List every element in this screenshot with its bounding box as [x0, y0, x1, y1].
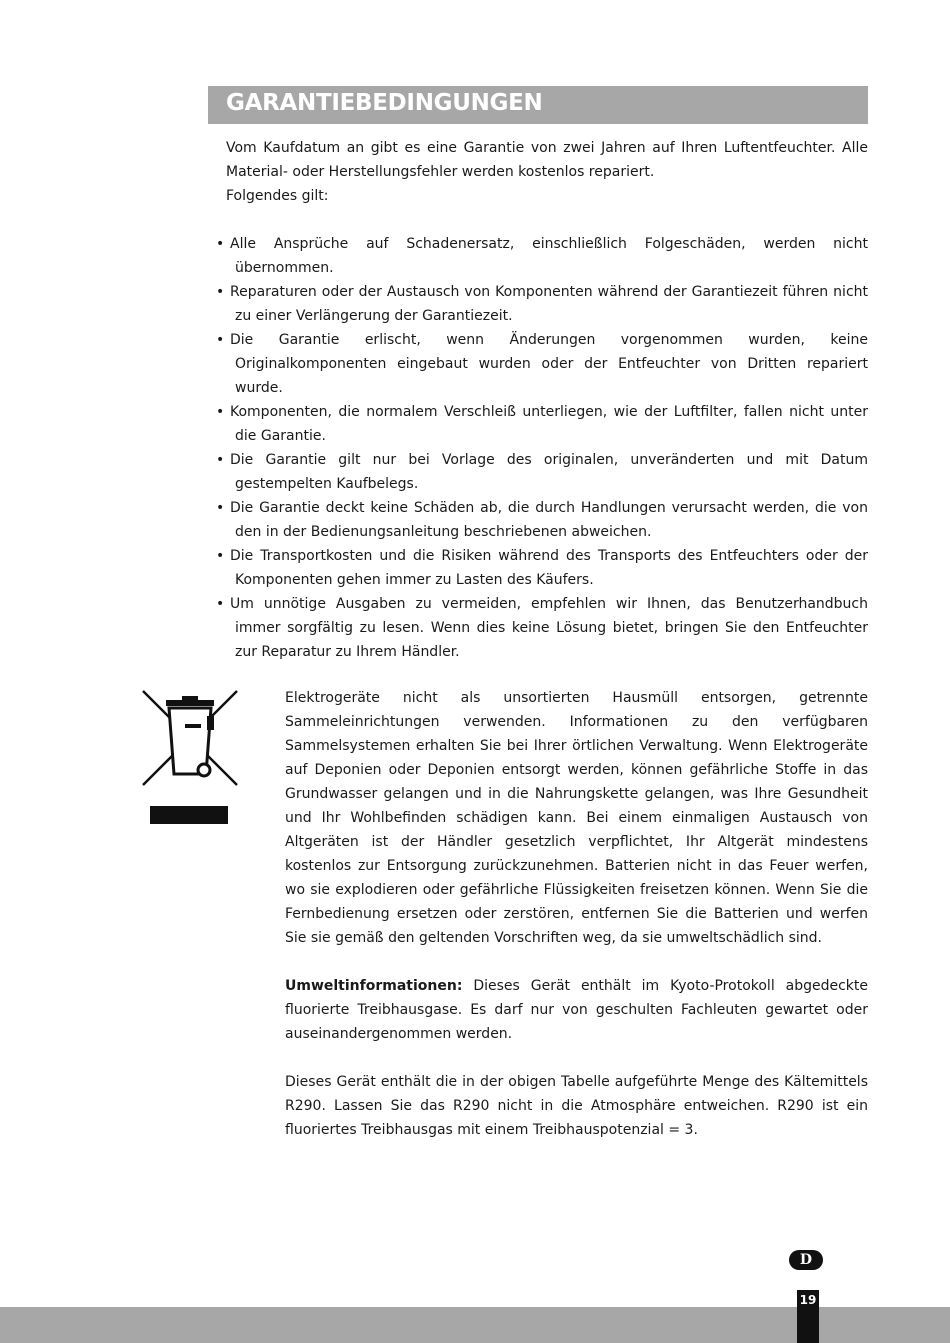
- list-item-text: Um unnötige Ausgaben zu vermeiden, empfehlen wir Ihnen, das Benutzerhandbuch immer sorgfältig zu lesen. Wenn dies keine Lösung bietet, bringen Sie den Entfeuchter zur Reparatur zu Ihrem Händler.: [230, 596, 868, 660]
- list-item: • Um unnötige Ausgaben zu vermeiden, empfehlen wir Ihnen, das Benutzerhandbuch immer sorgfältig zu lesen. Wenn dies keine Lösung bietet, bringen Sie den Entfeuchter zur Reparatur zu Ihrem Händler.: [216, 596, 868, 660]
- page-number: 19: [797, 1290, 819, 1343]
- list-item-text: Die Garantie deckt keine Schäden ab, die durch Handlungen verursacht werden, die von den in der Bedienungsanleitung beschriebenen abweichen.: [230, 500, 868, 540]
- language-badge: D: [789, 1250, 823, 1270]
- intro-text: Vom Kaufdatum an gibt es eine Garantie von zwei Jahren auf Ihren Luftentfeuchter. Alle Material- oder Herstellungsfehler werden kostenlos repariert.: [226, 140, 868, 180]
- intro-paragraph: [226, 136, 868, 208]
- intro-lead: Folgendes gilt:: [226, 188, 329, 204]
- list-item: • Alle Ansprüche auf Schadenersatz, einschließlich Folgeschäden, werden nicht übernommen.: [216, 236, 868, 276]
- list-item: • Die Transportkosten und die Risiken während des Transports des Entfeuchters oder der Komponenten gehen immer zu Lasten des Käufers.: [216, 548, 868, 588]
- refrigerant-paragraph: Dieses Gerät enthält die in der obigen Tabelle aufgeführte Menge des Kältemittels R290. Lassen Sie das R290 nicht in die Atmosphäre entweichen. R290 ist ein fluoriertes Treibhausgas mit einem Treibhauspotenzial = 3.: [285, 1074, 868, 1138]
- disposal-paragraph: Elektrogeräte nicht als unsortierten Hausmüll entsorgen, getrennte Sammeleinrichtungen verwenden. Informationen zu den verfügbaren Sammelsystemen erhalten Sie bei Ihrer örtlichen Verwaltung. Wenn Elektrogeräte auf Deponien oder Deponien entsorgt werden, können gefährliche Stoffe in das Grundwasser gelangen und in die Nahrungskette gelangen, was Ihre Gesundheit und Ihr Wohlbefinden schädigen kann. Bei einem einmaligen Austausch von Altgeräten ist der Händler gesetzlich verpflichtet, Ihr Altgerät mindestens kostenlos zur Entsorgung zurückzunehmen. Batterien nicht in das Feuer werfen, wo sie explodieren oder gefährliche Flüssigkeiten freisetzen können. Wenn Sie die Fernbedienung ersetzen oder zerstören, entfernen Sie die Batterien und werfen Sie sie gemäß den geltenden Vorschriften weg, da sie umweltschädlich sind.: [285, 690, 868, 946]
- list-item: • Komponenten, die normalem Verschleiß unterliegen, wie der Luftfilter, fallen nicht unter die Garantie.: [216, 404, 868, 444]
- list-item: • Die Garantie deckt keine Schäden ab, die durch Handlungen verursacht werden, die von den in der Bedienungsanleitung beschriebenen abweichen.: [216, 500, 868, 540]
- environment-info-label: Umweltinformationen:: [285, 978, 463, 994]
- section-title-bar: [208, 86, 868, 124]
- list-item: • Die Garantie gilt nur bei Vorlage des originalen, unveränderten und mit Datum gestempelten Kaufbelegs.: [216, 452, 868, 492]
- list-item: • Die Garantie erlischt, wenn Änderungen vorgenommen wurden, keine Originalkomponenten eingebaut wurden oder der Entfeuchter von Dritten repariert wurde.: [216, 332, 868, 396]
- environment-info-paragraph: [285, 974, 868, 1046]
- list-item: • Reparaturen oder der Austausch von Komponenten während der Garantiezeit führen nicht zu einer Verlängerung der Garantiezeit.: [216, 284, 868, 324]
- list-item-text: Alle Ansprüche auf Schadenersatz, einschließlich Folgeschäden, werden nicht übernommen.: [230, 236, 868, 276]
- warranty-conditions-list: [216, 232, 868, 664]
- list-item-text: Die Garantie gilt nur bei Vorlage des originalen, unveränderten und mit Datum gestempelten Kaufbelegs.: [230, 452, 868, 492]
- list-item-text: Komponenten, die normalem Verschleiß unterliegen, wie der Luftfilter, fallen nicht unter die Garantie.: [230, 404, 868, 444]
- environment-info-text: Dieses Gerät enthält im Kyoto-Protokoll abgedeckte fluorierte Treibhausgase. Es darf nur von geschulten Fachleuten gewartet oder auseinandergenommen werden.: [285, 978, 868, 1042]
- list-item-text: Die Garantie erlischt, wenn Änderungen vorgenommen wurden, keine Originalkomponenten eingebaut wurden oder der Entfeuchter von Dritten repariert wurde.: [230, 332, 868, 396]
- list-item-text: Reparaturen oder der Austausch von Komponenten während der Garantiezeit führen nicht zu einer Verlängerung der Garantiezeit.: [230, 284, 868, 324]
- crossed-out-wheelie-bin-icon: [140, 688, 240, 828]
- list-item-text: Die Transportkosten und die Risiken während des Transports des Entfeuchters oder der Komponenten gehen immer zu Lasten des Käufers.: [230, 548, 868, 588]
- environment-section: [285, 686, 868, 1166]
- page-title: GARANTIEBEDINGUNGEN: [226, 90, 543, 116]
